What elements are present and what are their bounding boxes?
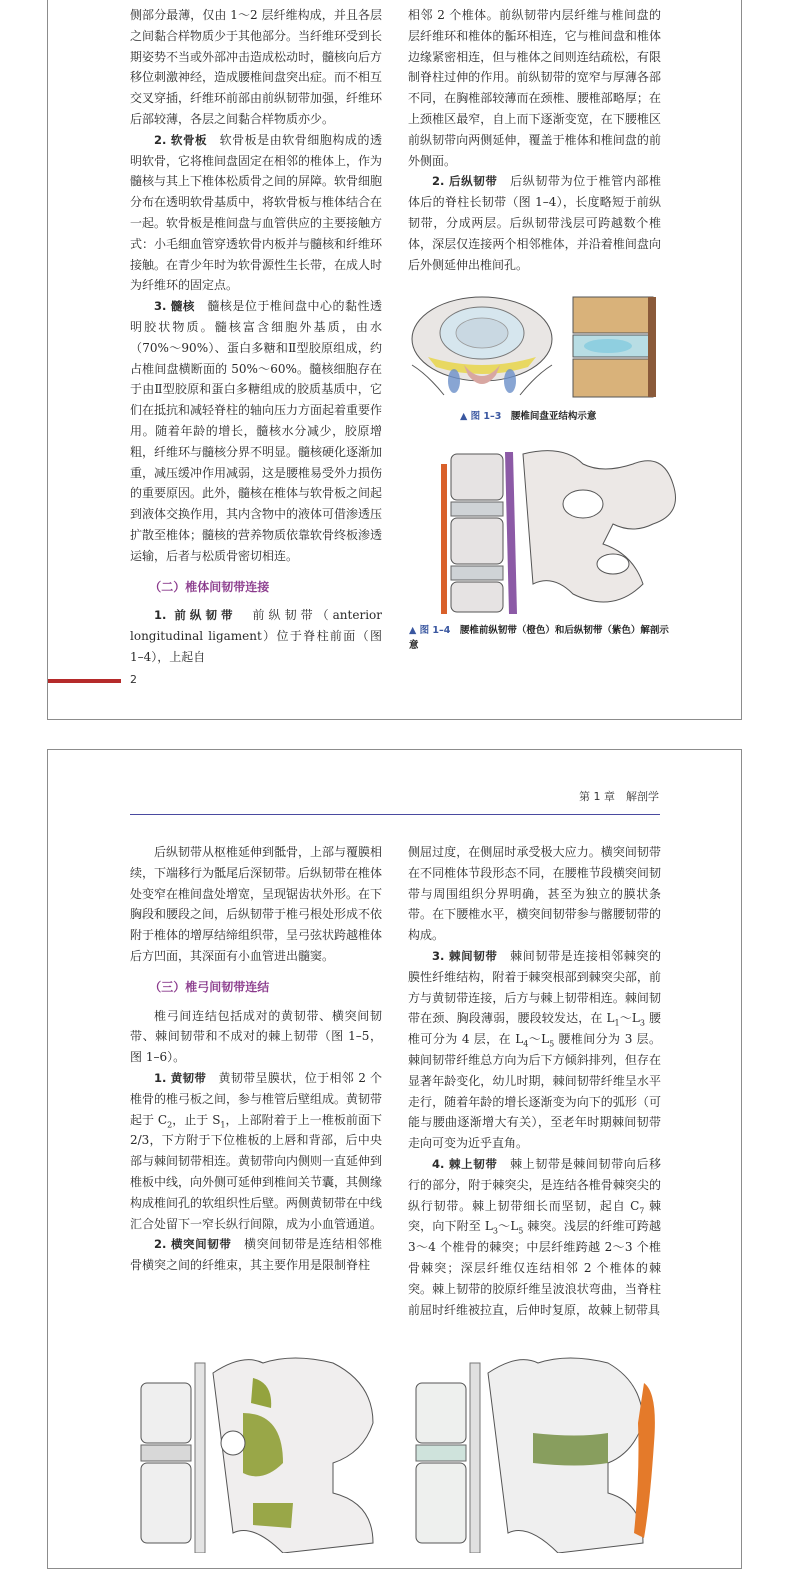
figure-1-4-caption [409,623,669,653]
term-heading: 3. 棘间韧带 [432,948,498,963]
paragraph-nucleus [130,296,382,566]
term-heading: 2. 后纵韧带 [432,174,498,189]
paragraph-cartilage-plate [130,130,382,296]
paragraph-text: 前纵韧带（anterior longitudinal ligament）位于脊柱前面（图 1–4），上起自 [130,608,382,664]
paragraph-text: ～L [498,1219,519,1234]
book-page-3 [47,749,742,1569]
spine-illustration [441,451,676,614]
left-column [130,842,382,1276]
paragraph-text: 棘间韧带是连接相邻棘突的膜性纤维结构，附着于棘突根部到棘突尖部，前方与黄韧带连接，后方与棘上韧带相连。棘间韧带在颈、胸段薄弱，腰段较发达，在 L [408,948,661,1026]
term-heading: 4. 棘上韧带 [432,1156,498,1171]
paragraph: 相邻 2 个椎体。前纵韧带内层纤维与椎间盘的层纤维环和椎体的骺环相连，它与椎间盘和椎体边缘紧密相连，但与椎体之间则连结疏松，有限制脊柱过伸的作用。前纵韧带的宽窄与厚薄各部不同，在胸椎部较薄而在颈椎、腰椎部略厚；在上颈椎区最窄，自上而下逐渐变宽，在下腰椎区前纵韧带向两侧延伸，覆盖于椎体和椎间盘的前外侧面。 [408,8,661,168]
subscript: 3 [492,1226,498,1236]
running-header: 第 1 章 解剖学 [579,790,659,803]
paragraph-text: ，止于 S [172,1112,221,1127]
paragraph: 侧部分最薄，仅由 1～2 层纤维构成，并且各层之间黏合样物质少于其他部分。当纤维环受到长期姿势不当或外部冲击造成松动时，髓核向后方移位刺激神经，造成腰椎间盘突出症。而不相互交叉穿插，纤维环前部由前纵韧带加强，纤维环后部较薄，各层之间黏合样物质亦少。 [130,8,383,126]
page-number-bar [48,679,121,683]
paragraph: 侧屈过度，在侧屈时承受极大应力。横突间韧带在不同椎体节段形态不同，在腰椎节段横突间韧带与周围组织分界明确，甚至为独立的膜状条带。在下腰椎水平，横突间韧带参与髂腰韧带的构成。 [408,845,661,943]
term-heading: 2. 软骨板 [154,132,208,147]
paragraph-ligamentum-flavum [130,1068,382,1234]
spine-illustration [416,1358,655,1553]
subscript: 4 [523,1039,529,1049]
subscript: 1 [614,1018,620,1028]
right-column [408,5,661,275]
section-heading: （三）椎弓间韧带连结 [149,979,270,994]
paragraph-text: 软骨板是由软骨细胞构成的透明软骨，它将椎间盘固定在相邻的椎体上，作为髓核与其上下椎体松质骨之间的屏障。软骨细胞分布在透明软骨基质中，将软骨板与椎体结合在一起。软骨板是椎间盘与血管供应的主要接触方式：小毛细血管穿透软骨内板并与髓核和纤维环接触。在青少年时为软骨源性生长带，在成人时为纤维环的固定点。 [130,132,383,293]
paragraph-text: 黄韧带呈膜状，位于相邻 2 个椎骨的椎弓板之间，参与椎管后壁组成。黄韧带起于 C [130,1070,383,1127]
figure-1-3-caption [460,409,596,424]
paragraph-text: 腰椎可分为 4 层，在 L [408,1011,661,1047]
book-page-2 [47,0,742,720]
caption-text: 腰椎前纵韧带（橙色）和后纵韧带（紫色）解剖示意 [409,625,669,651]
paragraph: 椎弓间连结包括成对的黄韧带、横突间韧带、棘间韧带和不成对的棘上韧带（图 1–5，图 1–6）。 [130,1008,382,1065]
paragraph-intertransverse [130,1234,382,1276]
left-column [130,5,382,668]
paragraph-text: ～L [528,1032,550,1047]
paragraph-posterior-ligament [408,171,661,275]
paragraph-text: 棘突。浅层的纤维可跨越 3～4 个椎骨的棘突；中层纤维跨越 2～3 个椎骨棘突；深层纤维仅连结相邻 2 个椎体的棘突。棘上韧带的胶原纤维呈波浪状弯曲，当脊柱前屈时纤维被拉直，后伸时复原，故棘上韧带具 [408,1219,661,1317]
paragraph-text: 后纵韧带为位于椎管内部椎体后的脊柱长韧带（图 1–4），长度略短于前纵韧带，分成两层。后纵韧带浅层可跨越数个椎体，深层仅连接两个相邻椎体，并沿着椎间盘向后外侧延伸出椎间孔。 [408,174,661,272]
figure-label: ▲ 图 1–3 [460,411,502,422]
subscript: 2 [167,1119,173,1129]
section-heading: （二）椎体间韧带连接 [149,579,270,594]
paragraph-text: ，上部附着于上一椎板前面下 2/3，下方附于下位椎板的上唇和背部，后中央部与棘间韧带相连。黄韧带向内侧则一直延伸到椎板中线，向外侧可延伸到椎间关节囊，其侧缘构成椎间孔的软组织性后壁。两侧黄韧带在中线汇合处留下一窄长纵行间隙，成为小血管通道。 [130,1112,383,1231]
term-heading: 1. 黄韧带 [154,1070,207,1085]
caption-text: 腰椎间盘亚结构示意 [510,411,597,422]
term-heading: 1. 前纵韧带 [154,608,237,623]
paragraph-supraspinous [408,1154,661,1320]
paragraph-text: 棘上韧带是棘间韧带向后移行的部分，附于棘突尖，是连结各椎骨棘突尖的纵行韧带。棘上韧带细长而坚韧，起自 C [408,1156,661,1213]
subscript: 5 [518,1226,524,1236]
paragraph-interspinous [408,946,661,1154]
page-number: 2 [130,673,137,686]
disc-cross-section-illustration [412,297,552,395]
subscript: 7 [639,1205,645,1215]
paragraph-text: ～L [619,1011,640,1026]
paragraph-text: 髓核是位于椎间盘中心的黏性透明胶状物质。髓核富含细胞外基质，由水（70%～90%）、蛋白多糖和Ⅱ型胶原组成，约占椎间盘横断面的 50%～60%。髓核细胞存在于由Ⅱ型胶原和蛋白多糖组成的胶质基质中，它们在抵抗和减轻脊柱的轴向压力方面起着重要作用。随着年龄的增长，髓核水分减少，胶原增粗，纤维环与髓核分界不明显。髓核硬化逐渐加重，减压缓冲作用减弱，这是腰椎易受外力损伤的重要原因。此外，髓核在椎体与软骨板之间起到液体交换作用，其内含物中的液体可借渗透压扩散至椎体；髓核的营养物质依靠软骨终板渗透运输，后者与松质骨密切相连。 [130,299,383,563]
figure-label: ▲ 图 1–4 [409,625,451,636]
figure-1-3-disc-illustration [408,295,663,401]
term-heading: 3. 髓核 [154,299,195,314]
paragraph-text: 横突间韧带是连结相邻椎骨横突之间的纤维束，其主要作用是限制脊柱 [130,1237,382,1273]
spine-illustration [141,1358,373,1553]
paragraph-anterior-ligament [130,605,382,667]
header-rule [130,814,660,815]
figure-1-4-ligament-illustration [433,444,688,616]
paragraph: 后纵韧带从枢椎延伸到骶骨，上部与覆膜相续，下端移行为骶尾后深韧带。后纵韧带在椎体处变窄在椎间盘处增宽，呈现锯齿状外形。在下胸段和腰段之间，后纵韧带于椎弓根处形成不依附于椎体的增厚结缔组织带，呈弓弦状跨越椎体后方凹面，其深面有小血管进出髓窦。 [130,845,383,963]
spine-sagittal-illustration [573,297,656,397]
term-heading: 2. 横突间韧带 [154,1237,232,1252]
subscript: 1 [220,1119,226,1129]
subscript: 5 [549,1039,555,1049]
right-column [408,842,661,1320]
paragraph-text: 腰椎间分为 3 层。棘间韧带纤维总方向为后下方倾斜排列，但存在显著年龄变化，幼儿时期，棘间韧带纤维呈水平走行，随着年龄的增长逐渐变为向下的弧形（可能与腰曲逐渐增大有关），至老年时期棘间韧带走向可变为近乎直角。 [408,1032,661,1151]
paragraph-text: 棘突，向下附至 L [408,1198,661,1234]
figure-1-6-ligament-illustration [408,1353,663,1553]
figure-1-5-ligament-illustration [133,1353,383,1553]
subscript: 3 [639,1018,645,1028]
